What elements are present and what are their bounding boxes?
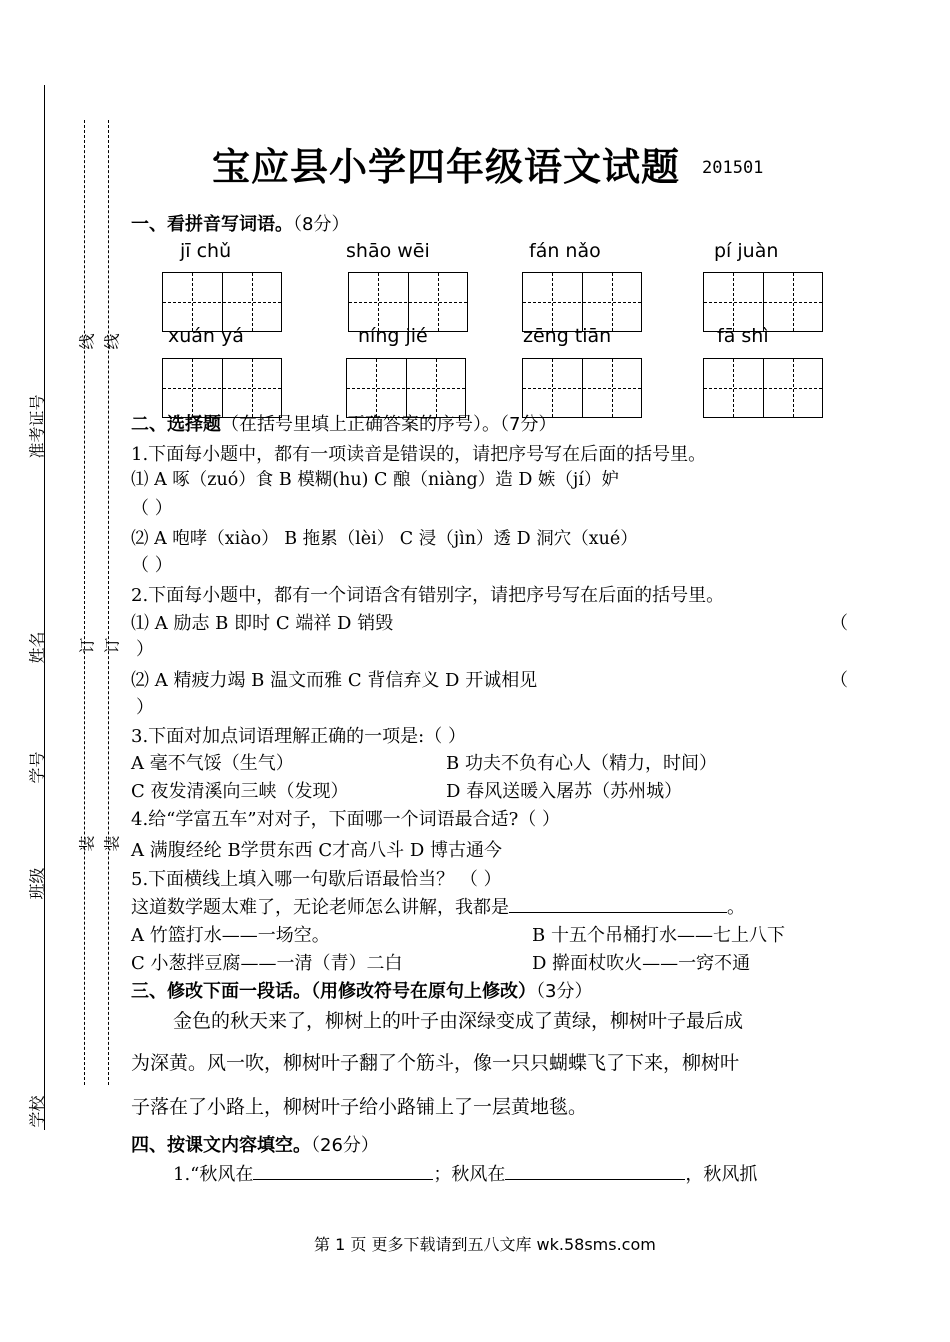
q1a-answer[interactable]: （ ）	[131, 498, 173, 519]
pinyin-8: fā shì	[717, 325, 769, 347]
q3-option-c: C 夜发清溪向三峡（发现）	[131, 781, 349, 802]
section4-line1-end: ，秋风抓	[685, 1164, 758, 1185]
writing-grid-5[interactable]	[162, 358, 282, 418]
q5-option-a: A 竹篮打水——一场空。	[131, 925, 330, 946]
q5-sentence: 这道数学题太难了，无论老师怎么讲解，我都是	[131, 897, 509, 918]
section3-paragraph-line3[interactable]: 子落在了小路上，柳树叶子给小路铺上了一层黄地毯。	[131, 1096, 588, 1118]
section3-paragraph-line1[interactable]: 金色的秋天来了，柳树上的叶子由深绿变成了黄绿，柳树叶子最后成	[173, 1010, 744, 1032]
section4-line1	[173, 1160, 757, 1186]
q3-prompt: 3.下面对加点词语理解正确的一项是:（ ）	[131, 726, 466, 747]
section1-score: （8分）	[293, 214, 350, 235]
q4-options: A 满腹经纶 B学贯东西 C才高八斗 D 博古通今	[131, 840, 503, 861]
side-label-student-number: 学号	[27, 751, 47, 784]
section3-heading	[131, 977, 592, 1003]
q5-blank[interactable]	[509, 894, 727, 913]
q3-option-d: D 春风送暖入屠苏（苏州城）	[446, 781, 683, 802]
q5-option-d: D 擀面杖吹火——一窍不通	[532, 953, 751, 974]
q2a-options: ⑴ A 励志 B 即时 C 端祥 D 销毁	[131, 613, 394, 634]
q2a-paren-close: ）	[136, 639, 154, 660]
pinyin-5: xuán yá	[168, 325, 244, 347]
side-label-class: 班级	[27, 867, 47, 900]
q5-option-c: C 小葱拌豆腐——一清（青）二白	[131, 953, 403, 974]
q2b-paren-open[interactable]: （	[830, 670, 848, 691]
section4-line1-mid: ；秋风在	[433, 1164, 506, 1185]
binding-line-solid	[44, 85, 45, 1130]
q1b-options: ⑵ A 咆哮（xiào） B 拖累（lèi） C 浸（jìn）透 D 洞穴（xué）	[131, 529, 638, 549]
pinyin-7: zēng tiān	[523, 325, 612, 347]
page-footer: 第 1 页 更多下载请到五八文库 wk.58sms.com	[314, 1235, 656, 1254]
side-label-exam-number: 准考证号	[27, 394, 47, 459]
cut-mark-zhuang-1: 装	[77, 835, 97, 852]
section1-heading-text: 一、看拼音写词语。	[131, 214, 293, 235]
section4-heading-text: 四、按课文内容填空。	[131, 1135, 311, 1156]
cut-mark-ding-2: 订	[102, 637, 122, 654]
writing-grid-3[interactable]	[522, 272, 642, 332]
section4-score: （26分）	[311, 1135, 379, 1156]
section1-heading	[131, 210, 349, 236]
section2-heading-text: 二、选择题	[131, 414, 221, 435]
page-title: 宝应县小学四年级语文试题	[212, 145, 681, 189]
pinyin-1: jī chǔ	[180, 240, 232, 262]
pinyin-2: shāo wēi	[346, 240, 430, 262]
writing-grid-4[interactable]	[703, 272, 823, 332]
cut-mark-ding-1: 订	[77, 637, 97, 654]
section4-line1-start: 1.“秋风在	[173, 1164, 254, 1185]
binding-line-dashed-1	[84, 120, 85, 1085]
section2-heading-rest: （在括号里填上正确答案的序号）。（7分）	[221, 414, 557, 435]
section4-blank-2[interactable]	[505, 1161, 685, 1180]
pinyin-6: níng jié	[358, 325, 428, 347]
cut-mark-xian-2: 线	[102, 333, 122, 350]
pinyin-3: fán nǎo	[529, 240, 601, 262]
section3-heading-text: 三、修改下面一段话。（用修改符号在原句上修改）	[131, 981, 536, 1002]
pinyin-4: pí juàn	[714, 240, 779, 262]
writing-grid-8[interactable]	[703, 358, 823, 418]
section3-paragraph-line2[interactable]: 为深黄。风一吹，柳树叶子翻了个筋斗，像一只只蝴蝶飞了下来，柳树叶	[131, 1052, 740, 1074]
side-label-school: 学校	[27, 1095, 47, 1128]
q1b-answer[interactable]: （ ）	[131, 555, 173, 576]
q1a-options: ⑴ A 啄（zuó）食 B 模糊(hu) C 酿（niàng）造 D 嫉（jí）妒	[131, 470, 619, 490]
q5-option-b: B 十五个吊桶打水——七上八下	[532, 925, 785, 946]
binding-line-dashed-2	[108, 120, 109, 1085]
q4-prompt: 4.给“学富五车”对对子，下面哪一个词语最合适?（ ）	[131, 809, 560, 830]
section3-score: （3分）	[536, 981, 593, 1002]
q2a-paren-open[interactable]: （	[830, 613, 848, 634]
writing-grid-6[interactable]	[346, 358, 466, 418]
q5-prompt: 5.下面横线上填入哪一句歇后语最恰当？ （ ）	[131, 869, 502, 890]
side-label-name: 姓名	[27, 631, 47, 664]
q1-prompt: 1.下面每小题中，都有一项读音是错误的，请把序号写在后面的括号里。	[131, 444, 707, 465]
section2-heading	[131, 410, 556, 436]
q5-text	[131, 893, 745, 919]
q3-option-b: B 功夫不负有心人（精力，时间）	[446, 753, 717, 774]
title-date: 201501	[702, 158, 764, 178]
section4-heading	[131, 1131, 379, 1157]
writing-grid-2[interactable]	[348, 272, 468, 332]
cut-mark-zhuang-2: 装	[102, 835, 122, 852]
q2-prompt: 2.下面每小题中，都有一个词语含有错别字，请把序号写在后面的括号里。	[131, 585, 725, 606]
q2b-options: ⑵ A 精疲力竭 B 温文而雅 C 背信弃义 D 开诚相见	[131, 670, 538, 691]
cut-mark-xian-1: 线	[77, 333, 97, 350]
q2b-paren-close: ）	[136, 697, 154, 718]
section4-blank-1[interactable]	[253, 1161, 433, 1180]
q3-option-a: A 毫不气馁（生气）	[131, 753, 294, 774]
writing-grid-7[interactable]	[522, 358, 642, 418]
writing-grid-1[interactable]	[162, 272, 282, 332]
q5-period: 。	[727, 897, 745, 918]
